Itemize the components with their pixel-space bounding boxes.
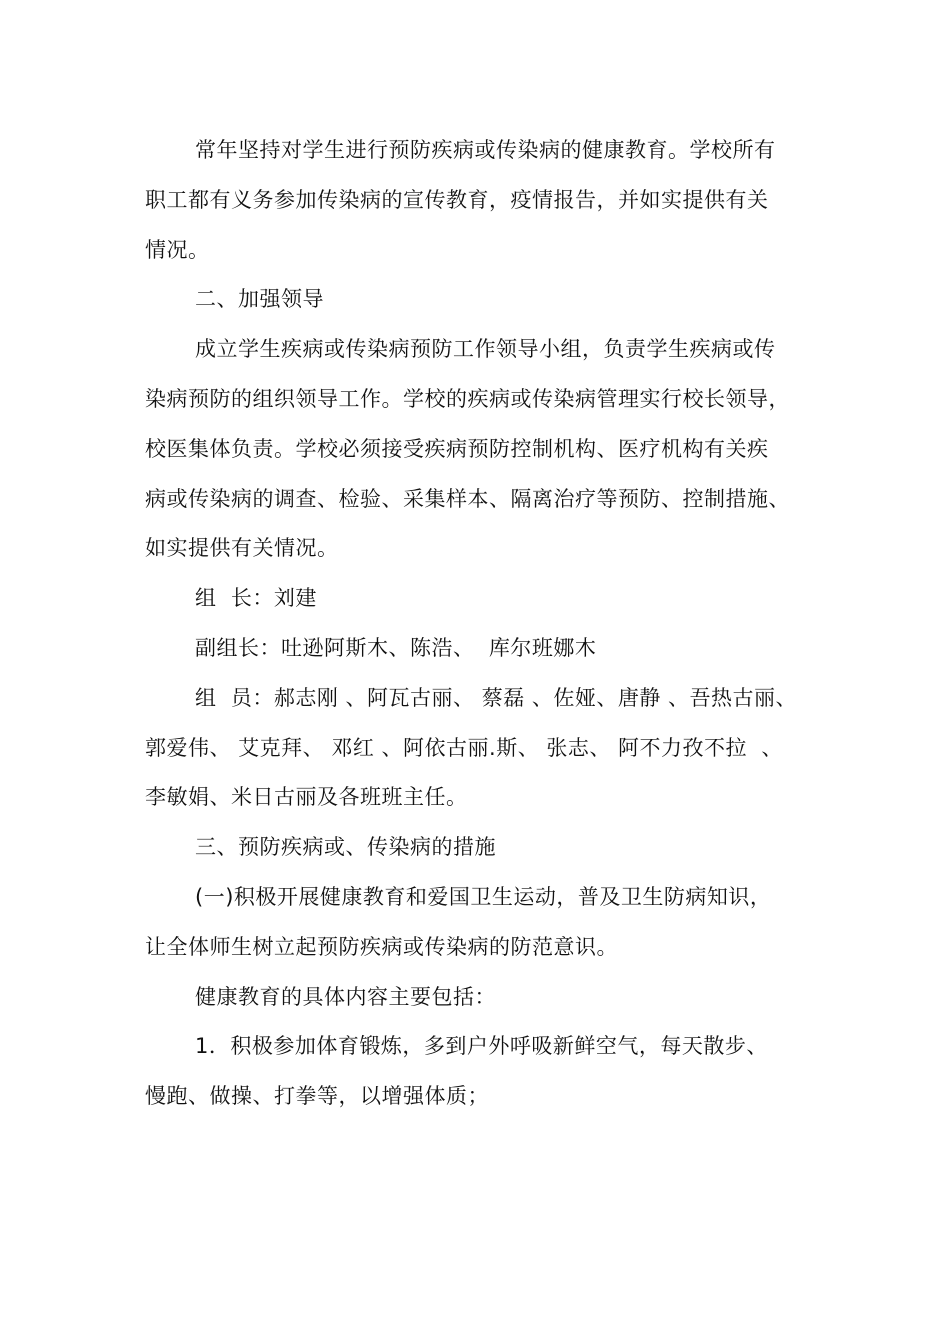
text-line: 成立学生疾病或传染病预防工作领导小组，负责学生疾病或传 xyxy=(195,337,776,362)
text-line: 如实提供有关情况。 xyxy=(145,536,339,561)
text-line: 情况。 xyxy=(145,237,210,262)
list-item: 慢跑、做操、打拳等，以增强体质； xyxy=(145,1084,489,1109)
text-line: 病或传染病的调查、检验、采集样本、隔离治疗等预防、控制措施、 xyxy=(145,486,790,511)
members-line: 郭爱伟、 艾克拜、 邓红 、阿依古丽.斯、 张志、 阿不力孜不拉 、 xyxy=(145,735,783,760)
section-heading: 二、加强领导 xyxy=(195,287,324,312)
members-line: 组 员：郝志刚 、阿瓦古丽、 蔡磊 、佐娅、唐静 、吾热古丽、 xyxy=(195,685,798,710)
text-line: 让全体师生树立起预防疾病或传染病的防范意识。 xyxy=(145,934,618,959)
document-body xyxy=(145,126,835,1122)
members-line: 李敏娟、米日古丽及各班班主任。 xyxy=(145,785,468,810)
text-line: (一)积极开展健康教育和爱国卫生运动，普及卫生防病知识， xyxy=(195,884,772,909)
text-line: 常年坚持对学生进行预防疾病或传染病的健康教育。学校所有 xyxy=(195,138,776,162)
deputy-leader-line: 副组长：吐逊阿斯木、陈浩、 库尔班娜木 xyxy=(195,635,597,660)
section-heading: 三、预防疾病或、传染病的措施 xyxy=(195,835,496,860)
text-line: 健康教育的具体内容主要包括： xyxy=(195,984,496,1009)
text-line: 职工都有义务参加传染病的宣传教育，疫情报告，并如实提供有关 xyxy=(145,187,769,212)
list-item: 1．积极参加体育锻炼，多到户外呼吸新鲜空气，每天散步、 xyxy=(195,1034,768,1059)
leader-line: 组 长：刘建 xyxy=(195,586,317,611)
text-line: 染病预防的组织领导工作。学校的疾病或传染病管理实行校长领导， xyxy=(145,386,790,411)
text-line: 校医集体负责。学校必须接受疾病预防控制机构、医疗机构有关疾 xyxy=(145,436,769,461)
